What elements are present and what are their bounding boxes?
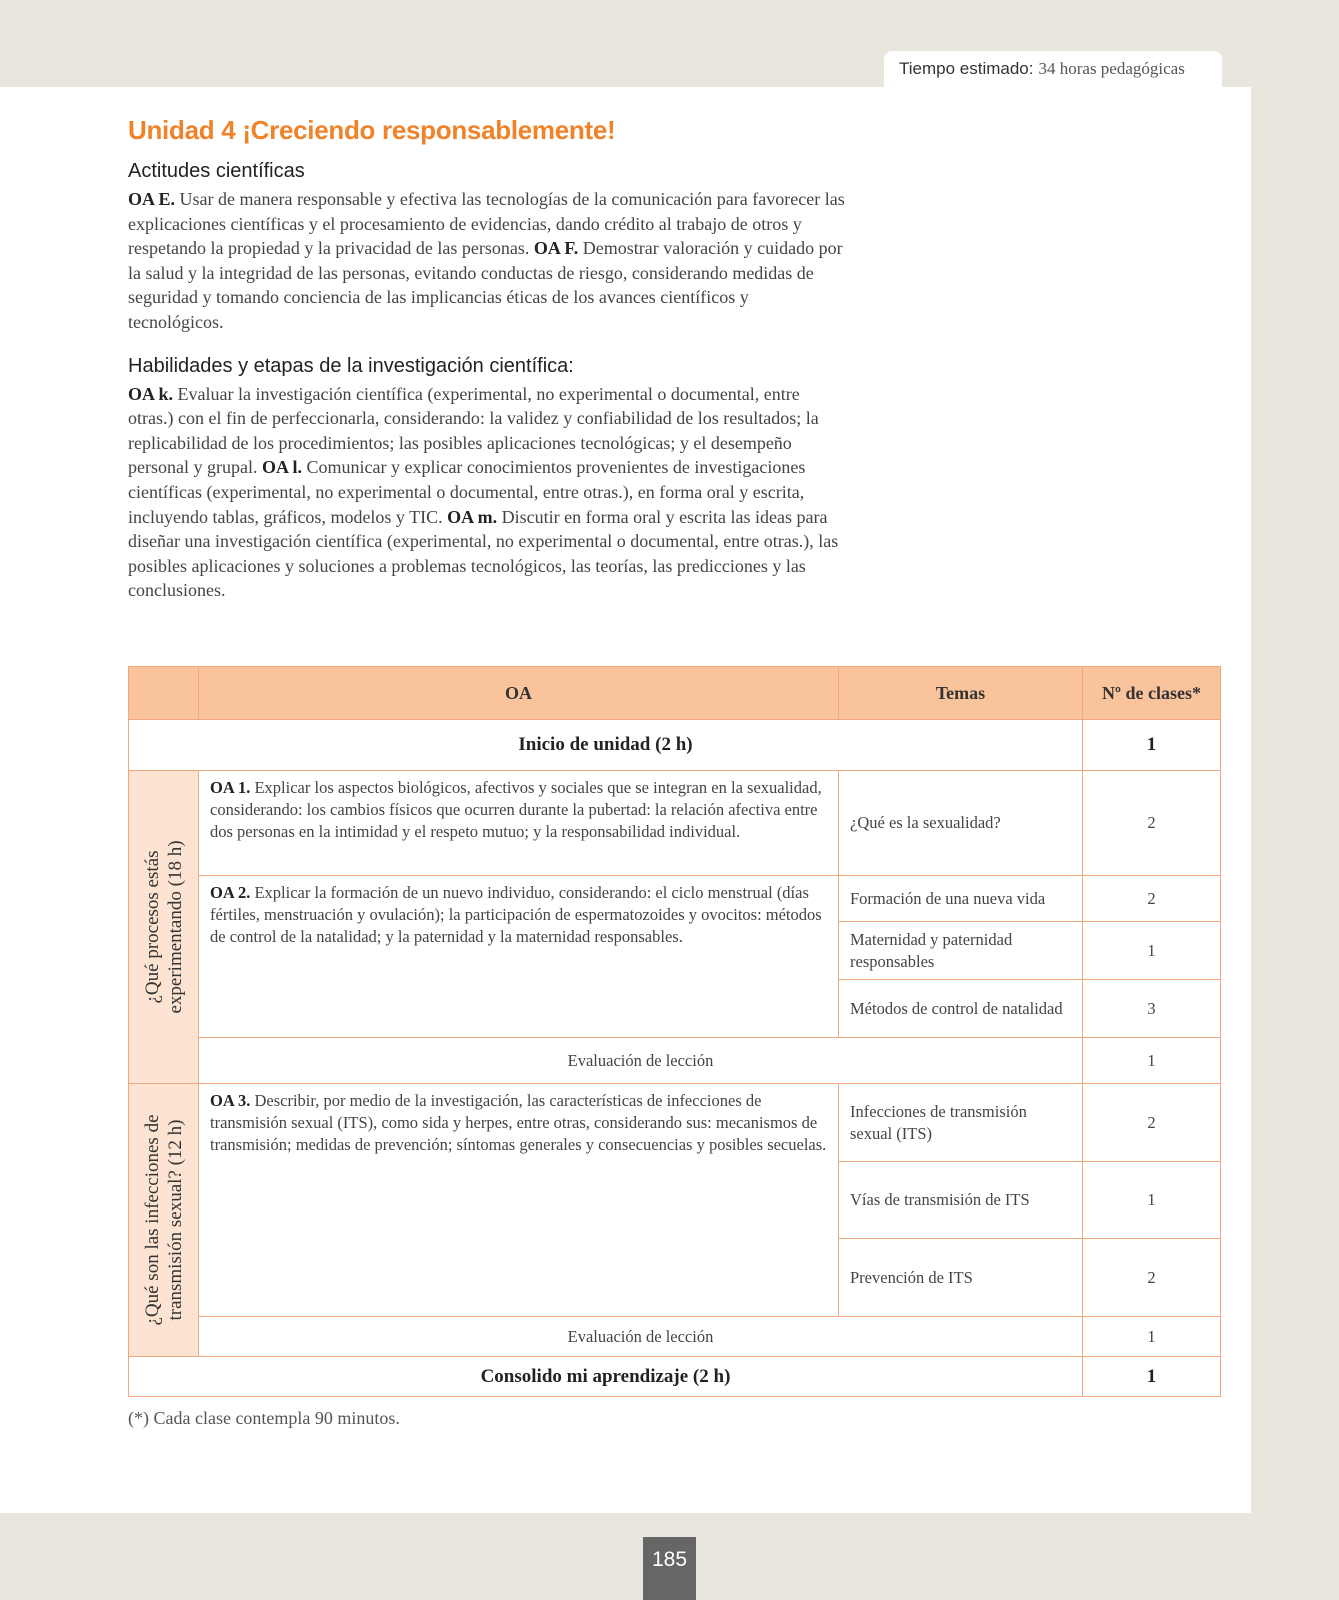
table-row-evaluacion — [129, 1317, 1221, 1357]
unit-intro — [128, 115, 848, 603]
clases-cell: 2 — [1083, 1239, 1221, 1317]
table-row — [129, 1084, 1221, 1162]
oa1-text: Explicar los aspectos biológicos, afectivos y sociales que se integran en la sexualidad, considerando: los cambios físicos que ocurren durante la pubertad: la relación afectiva entre dos personas en la intimidad y el respeto mutuo; y la responsabilidad individual. — [210, 778, 822, 841]
attitudes-paragraph — [128, 187, 848, 335]
tema-cell: Métodos de control de natalidad — [839, 980, 1083, 1038]
lesson2-side-label: ¿Qué son las infecciones de transmisión sexual? (12 h) — [141, 1114, 186, 1326]
oa-m-text: Discutir en forma oral y escrita las ideas para diseñar una investigación científica (experimental, no experimental o documental, entre otras.), las posibles aplicaciones y soluciones a problemas tecnológicos, las teorías, las predicciones y las conclusiones. — [128, 506, 839, 601]
estimated-time-tab — [884, 51, 1222, 87]
tema-cell: Formación de una nueva vida — [839, 876, 1083, 922]
oa1-cell — [199, 771, 839, 876]
oa2-code: OA 2. — [210, 883, 251, 902]
tema-cell: Infecciones de transmisión sexual (ITS) — [839, 1084, 1083, 1162]
tema-cell: ¿Qué es la sexualidad? — [839, 771, 1083, 876]
oa-f-code: OA F. — [533, 238, 579, 259]
table-row-evaluacion — [129, 1038, 1221, 1084]
clases-cell: 2 — [1083, 1084, 1221, 1162]
oa1-code: OA 1. — [210, 778, 251, 797]
section-heading-attitudes: Actitudes científicas — [128, 160, 305, 182]
oa-e-text: Usar de manera responsable y efectiva las tecnologías de la comunicación para favorecer las explicaciones científicas y el procesamiento de evidencias, dando crédito al trabajo de otros y respetando la propiedad y la privacidad de las personas. — [128, 189, 845, 259]
oa-m-code: OA m. — [447, 506, 498, 527]
header-oa: OA — [199, 667, 839, 720]
oa3-text: Describir, por medio de la investigación, las características de infecciones de transmisión sexual (ITS), como sida y herpes, entre otras, considerando sus: mecanismos de transmisión; medidas de prevención; síntomas generales y consecuencias y posibles secuelas. — [210, 1091, 827, 1154]
cierre-label: Consolido mi aprendizaje (2 h) — [129, 1357, 1083, 1397]
cierre-clases: 1 — [1083, 1357, 1221, 1397]
estimated-time-label: Tiempo estimado: — [899, 59, 1034, 78]
oa-k-code: OA k. — [128, 383, 174, 404]
header-empty-cell — [129, 667, 199, 720]
clases-cell: 1 — [1083, 922, 1221, 980]
oa3-cell — [199, 1084, 839, 1317]
evaluacion-label: Evaluación de lección — [199, 1317, 1083, 1357]
lesson1-side-label-cell — [129, 771, 199, 1084]
table-row — [129, 876, 1221, 922]
oa-l-code: OA l. — [261, 457, 302, 478]
skills-paragraph — [128, 382, 848, 603]
table-header-row — [129, 667, 1221, 720]
oa-l-text: Comunicar y explicar conocimientos provenientes de investigaciones científicas (experimental, no experimental o documental, entre otras.), en forma oral y escrita, incluyendo tablas, gráficos, modelos y TIC. — [128, 457, 806, 527]
evaluacion-label: Evaluación de lección — [199, 1038, 1083, 1084]
oa2-cell — [199, 876, 839, 1038]
oa-f-text: Demostrar valoración y cuidado por la salud y la integridad de las personas, evitando conductas de riesgo, considerando medidas de seguridad y tomando conciencia de las implicancias éticas de los avances científicos y tecnológicos. — [128, 238, 843, 332]
lesson2-side-label-cell — [129, 1084, 199, 1357]
tema-cell: Prevención de ITS — [839, 1239, 1083, 1317]
tema-cell: Vías de transmisión de ITS — [839, 1162, 1083, 1239]
evaluacion-clases: 1 — [1083, 1038, 1221, 1084]
inicio-clases: 1 — [1083, 720, 1221, 771]
estimated-time-value: 34 horas pedagógicas — [1038, 59, 1185, 78]
lesson1-side-label: ¿Qué procesos estás experimentando (18 h) — [141, 840, 186, 1014]
section-heading-skills: Habilidades y etapas de la investigación científica: — [128, 354, 574, 377]
oa-e-code: OA E. — [128, 189, 176, 209]
page-number: 185 — [643, 1537, 696, 1600]
table-footnote: (*) Cada clase contempla 90 minutos. — [128, 1408, 400, 1428]
oa3-code: OA 3. — [210, 1091, 251, 1110]
header-clases: Nº de clases* — [1083, 667, 1221, 720]
oa2-text: Explicar la formación de un nuevo individuo, considerando: el ciclo menstrual (días fértiles, menstruación y ovulación); la participación de espermatozoides y ovocitos: métodos de control de la natalidad; y la paternidad y la maternidad responsables. — [210, 883, 822, 946]
unit-planning-table — [128, 666, 1221, 1397]
table-row-cierre — [129, 1357, 1221, 1397]
clases-cell: 2 — [1083, 771, 1221, 876]
inicio-label: Inicio de unidad (2 h) — [129, 720, 1083, 771]
header-temas: Temas — [839, 667, 1083, 720]
clases-cell: 3 — [1083, 980, 1221, 1038]
evaluacion-clases: 1 — [1083, 1317, 1221, 1357]
clases-cell: 2 — [1083, 876, 1221, 922]
clases-cell: 1 — [1083, 1162, 1221, 1239]
table-row-inicio — [129, 720, 1221, 771]
oa-k-text: Evaluar la investigación científica (experimental, no experimental o documental, entre otras.) con el fin de perfeccionarla, considerando: la validez y confiabilidad de los resultados; la replicabilidad de los procedimientos; las posibles aplicaciones tecnológicas; y el desempeño personal y grupal. — [128, 383, 819, 478]
table-row — [129, 771, 1221, 876]
tema-cell: Maternidad y paternidad responsables — [839, 922, 1083, 980]
unit-title: Unidad 4 ¡Creciendo responsablemente! — [128, 115, 616, 145]
